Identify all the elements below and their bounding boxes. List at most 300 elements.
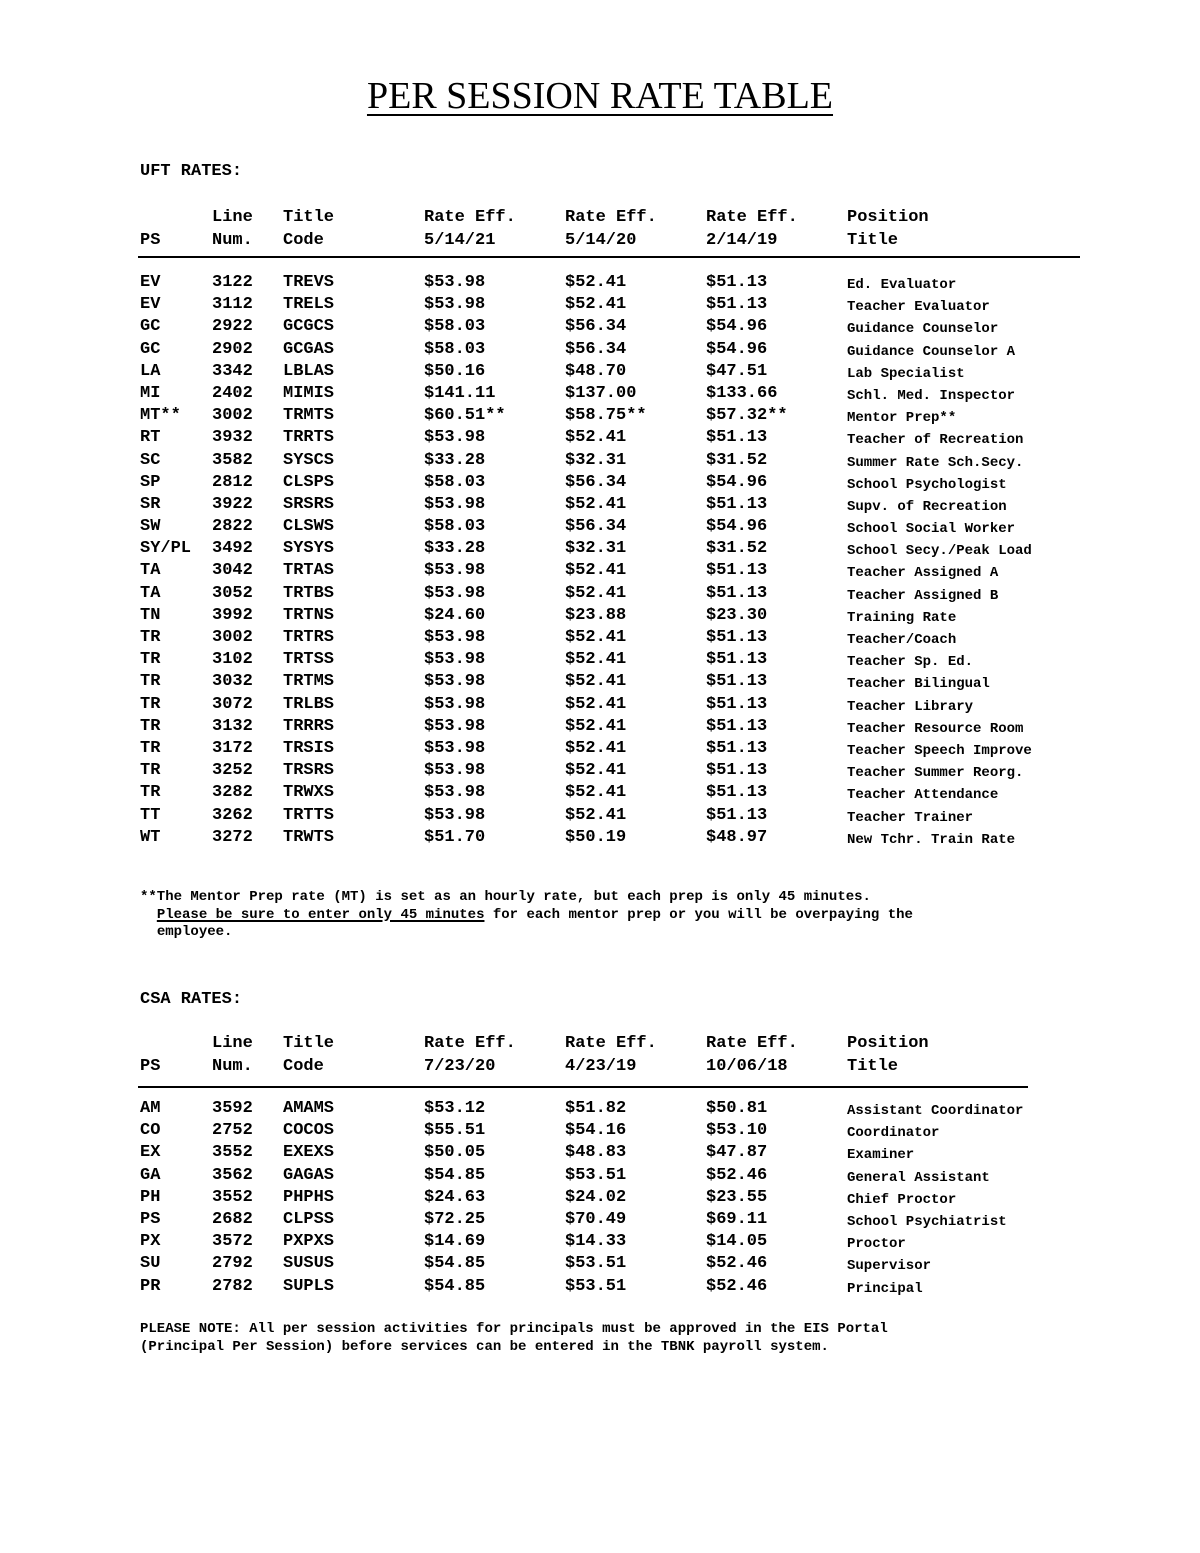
cell-title-code: TRTMS [283, 672, 335, 692]
cell-rate-3: $23.55 [706, 1187, 768, 1207]
cell-position-title: Teacher Summer Reorg. [847, 765, 1024, 782]
cell-ps: AM [140, 1099, 161, 1118]
cell-position-title: Teacher Assigned B [847, 587, 999, 604]
table-row [0, 782, 1200, 804]
header-position-title: Position Title [847, 1034, 929, 1076]
table-row [0, 383, 1200, 405]
table-row [0, 760, 1200, 782]
cell-rate-2: $70.49 [565, 1209, 627, 1229]
cell-title-code: SUPLS [283, 1276, 335, 1296]
cell-rate-2: $54.16 [565, 1121, 627, 1141]
cell-ps: TR [140, 650, 161, 670]
cell-rate-1: $53.98 [424, 716, 486, 736]
cell-position-title: Teacher Sp. Ed. [847, 654, 974, 671]
cell-rate-3: $51.13 [706, 716, 768, 736]
cell-rate-3: $53.10 [706, 1121, 768, 1141]
table-row [0, 450, 1200, 472]
cell-position-title: Coordinator [847, 1125, 940, 1142]
cell-line-num: 3922 [212, 494, 253, 514]
mentor-prep-note: **The Mentor Prep rate (MT) is set as an hourly rate, but each prep is only 45 minutes. Please be sure to enter only 45 minutes for each mentor prep or you will be overpaying the employee. [140, 889, 913, 940]
cell-ps: MI [140, 383, 161, 403]
table-row [0, 738, 1200, 760]
cell-title-code: TRSIS [283, 738, 335, 758]
table-row [0, 1165, 1200, 1187]
cell-line-num: 3252 [212, 761, 253, 781]
cell-rate-1: $53.98 [424, 583, 486, 603]
cell-line-num: 3172 [212, 738, 253, 758]
cell-rate-2: $32.31 [565, 539, 627, 559]
cell-title-code: EXEXS [283, 1143, 335, 1163]
cell-rate-3: $54.96 [706, 517, 768, 537]
cell-rate-1: $33.28 [424, 539, 486, 559]
cell-title-code: SUSUS [283, 1254, 335, 1274]
header-position-title: Position Title [847, 208, 929, 250]
cell-position-title: Ed. Evaluator [847, 277, 957, 293]
cell-line-num: 3492 [212, 539, 253, 559]
cell-position-title: Principal [847, 1280, 923, 1297]
table-row [0, 671, 1200, 693]
cell-rate-2: $56.34 [565, 472, 627, 492]
header-rate-3: Rate Eff. 2/14/19 [706, 208, 798, 250]
cell-rate-1: $53.98 [424, 672, 486, 692]
cell-rate-1: $53.98 [424, 738, 486, 758]
header-title-code: Title Code [283, 208, 335, 250]
cell-ps: TA [140, 583, 161, 603]
cell-position-title: Supv. of Recreation [847, 498, 1007, 515]
cell-rate-1: $24.63 [424, 1187, 486, 1207]
cell-rate-1: $24.60 [424, 605, 486, 625]
cell-rate-2: $56.34 [565, 339, 627, 359]
cell-rate-3: $51.13 [706, 672, 768, 692]
header-ps: PS [140, 231, 161, 250]
cell-rate-2: $56.34 [565, 517, 627, 537]
cell-ps: WT [140, 827, 161, 847]
cell-rate-1: $58.03 [424, 472, 486, 492]
cell-line-num: 3582 [212, 450, 253, 470]
cell-position-title: Lab Specialist [847, 365, 965, 382]
cell-position-title: School Psychologist [847, 476, 1007, 493]
cell-rate-3: $52.46 [706, 1276, 768, 1296]
cell-title-code: SYSCS [283, 450, 335, 470]
cell-rate-2: $52.41 [565, 273, 627, 292]
cell-ps: SY/PL [140, 539, 192, 559]
cell-ps: TA [140, 561, 161, 581]
cell-rate-3: $23.30 [706, 605, 768, 625]
cell-rate-2: $58.75** [565, 406, 647, 426]
cell-position-title: Teacher Trainer [847, 809, 974, 826]
cell-rate-2: $52.41 [565, 694, 627, 714]
cell-title-code: LBLAS [283, 361, 335, 381]
cell-ps: SC [140, 450, 161, 470]
cell-rate-2: $52.41 [565, 783, 627, 803]
table-row [0, 472, 1200, 494]
cell-rate-1: $54.85 [424, 1165, 486, 1185]
cell-title-code: CLSWS [283, 517, 335, 537]
cell-rate-2: $52.41 [565, 494, 627, 514]
cell-ps: PH [140, 1187, 161, 1207]
table-row [0, 1253, 1200, 1275]
uft-header-rule [138, 256, 1080, 258]
cell-rate-1: $53.98 [424, 650, 486, 670]
cell-rate-2: $52.41 [565, 716, 627, 736]
cell-line-num: 3992 [212, 605, 253, 625]
cell-line-num: 3592 [212, 1099, 253, 1118]
cell-title-code: GCGCS [283, 317, 335, 337]
cell-rate-3: $31.52 [706, 450, 768, 470]
cell-line-num: 3342 [212, 361, 253, 381]
cell-rate-1: $58.03 [424, 339, 486, 359]
cell-title-code: TRTAS [283, 561, 335, 581]
csa-section-label: CSA RATES: [140, 990, 243, 1009]
cell-title-code: AMAMS [283, 1099, 335, 1118]
cell-rate-1: $53.98 [424, 561, 486, 581]
cell-line-num: 3572 [212, 1232, 253, 1252]
cell-line-num: 3552 [212, 1143, 253, 1163]
cell-rate-3: $51.13 [706, 628, 768, 647]
cell-position-title: Teacher/Coach [847, 632, 957, 648]
header-line-num: Line Num. [212, 208, 253, 250]
cell-rate-3: $54.96 [706, 339, 768, 359]
cell-line-num: 3562 [212, 1165, 253, 1185]
cell-title-code: TRTBS [283, 583, 335, 603]
cell-position-title: Chief Proctor [847, 1191, 957, 1208]
cell-position-title: Schl. Med. Inspector [847, 387, 1016, 404]
cell-rate-3: $48.97 [706, 827, 768, 847]
cell-rate-3: $51.13 [706, 428, 768, 448]
table-row [0, 339, 1200, 361]
cell-rate-2: $52.41 [565, 738, 627, 758]
cell-title-code: COCOS [283, 1121, 335, 1141]
cell-rate-1: $55.51 [424, 1121, 486, 1141]
cell-rate-3: $133.66 [706, 383, 778, 403]
cell-ps: TR [140, 761, 161, 781]
cell-line-num: 3282 [212, 783, 253, 803]
cell-title-code: TRELS [283, 295, 335, 315]
table-row [0, 1120, 1200, 1142]
cell-rate-3: $51.13 [706, 561, 768, 581]
cell-position-title: Teacher of Recreation [847, 432, 1024, 449]
cell-rate-2: $23.88 [565, 605, 627, 625]
cell-title-code: SRSRS [283, 494, 335, 514]
cell-rate-1: $54.85 [424, 1276, 486, 1296]
cell-rate-3: $51.13 [706, 805, 768, 825]
cell-line-num: 3112 [212, 295, 253, 315]
cell-title-code: TRWTS [283, 827, 335, 847]
cell-position-title: Training Rate [847, 609, 957, 626]
cell-ps: TR [140, 672, 161, 692]
uft-section-label: UFT RATES: [140, 162, 243, 181]
cell-line-num: 3272 [212, 827, 253, 847]
cell-title-code: CLPSS [283, 1209, 335, 1229]
table-row [0, 1231, 1200, 1253]
cell-line-num: 3002 [212, 628, 253, 647]
cell-position-title: Teacher Speech Improve [847, 742, 1032, 759]
table-row [0, 560, 1200, 582]
cell-position-title: School Social Worker [847, 521, 1016, 538]
cell-position-title: Teacher Resource Room [847, 720, 1024, 737]
csa-header-rule [138, 1086, 1028, 1088]
table-row [0, 1098, 1200, 1120]
table-row [0, 805, 1200, 827]
cell-rate-3: $51.13 [706, 650, 768, 670]
cell-rate-2: $52.41 [565, 650, 627, 670]
cell-ps: GA [140, 1165, 161, 1185]
cell-ps: EX [140, 1143, 161, 1163]
cell-line-num: 2812 [212, 472, 253, 492]
cell-title-code: MIMIS [283, 383, 335, 403]
cell-rate-3: $52.46 [706, 1165, 768, 1185]
cell-rate-3: $31.52 [706, 539, 768, 559]
cell-line-num: 3002 [212, 406, 253, 426]
cell-rate-3: $51.13 [706, 783, 768, 803]
cell-rate-1: $54.85 [424, 1254, 486, 1274]
cell-rate-1: $53.98 [424, 428, 486, 448]
cell-title-code: TRTRS [283, 628, 335, 647]
cell-rate-1: $14.69 [424, 1232, 486, 1252]
header-rate-3: Rate Eff. 10/06/18 [706, 1034, 798, 1076]
cell-rate-1: $53.98 [424, 273, 486, 292]
cell-title-code: PHPHS [283, 1187, 335, 1207]
cell-title-code: TRTNS [283, 605, 335, 625]
cell-rate-2: $52.41 [565, 761, 627, 781]
cell-ps: SU [140, 1254, 161, 1274]
cell-ps: GC [140, 339, 161, 359]
cell-rate-1: $53.12 [424, 1099, 486, 1118]
cell-rate-3: $51.13 [706, 738, 768, 758]
table-row [0, 694, 1200, 716]
table-row [0, 1187, 1200, 1209]
cell-position-title: Teacher Bilingual [847, 676, 990, 693]
cell-rate-1: $53.98 [424, 694, 486, 714]
cell-line-num: 3032 [212, 672, 253, 692]
cell-title-code: CLSPS [283, 472, 335, 492]
table-row [0, 316, 1200, 338]
cell-rate-1: $53.98 [424, 805, 486, 825]
page-title: PER SESSION RATE TABLE [366, 75, 834, 117]
cell-ps: LA [140, 361, 161, 381]
cell-rate-3: $57.32** [706, 406, 788, 426]
cell-line-num: 3132 [212, 716, 253, 736]
csa-rate-rows [0, 1098, 1200, 1298]
cell-position-title: School Psychiatrist [847, 1213, 1007, 1230]
cell-line-num: 2752 [212, 1121, 253, 1141]
cell-line-num: 3072 [212, 694, 253, 714]
cell-line-num: 2902 [212, 339, 253, 359]
table-row [0, 1209, 1200, 1231]
cell-ps: RT [140, 428, 161, 448]
cell-position-title: Teacher Assigned A [847, 565, 999, 582]
table-row [0, 538, 1200, 560]
cell-ps: SP [140, 472, 161, 492]
cell-line-num: 3932 [212, 428, 253, 448]
cell-position-title: Supervisor [847, 1258, 932, 1275]
cell-rate-3: $51.13 [706, 273, 768, 292]
cell-rate-2: $48.83 [565, 1143, 627, 1163]
cell-title-code: GAGAS [283, 1165, 335, 1185]
cell-line-num: 3262 [212, 805, 253, 825]
table-row [0, 294, 1200, 316]
cell-title-code: TRMTS [283, 406, 335, 426]
cell-line-num: 2782 [212, 1276, 253, 1296]
cell-position-title: Guidance Counselor A [847, 343, 1016, 360]
cell-rate-2: $52.41 [565, 561, 627, 581]
cell-ps: TR [140, 738, 161, 758]
cell-rate-3: $54.96 [706, 317, 768, 337]
header-ps: PS [140, 1057, 161, 1076]
cell-ps: EV [140, 295, 161, 315]
cell-rate-2: $48.70 [565, 361, 627, 381]
cell-position-title: Teacher Library [847, 698, 974, 715]
cell-ps: TR [140, 694, 161, 714]
cell-rate-2: $52.41 [565, 295, 627, 315]
table-row [0, 1142, 1200, 1164]
cell-line-num: 2822 [212, 517, 253, 537]
table-row [0, 494, 1200, 516]
cell-title-code: TRTTS [283, 805, 335, 825]
cell-ps: EV [140, 273, 161, 292]
cell-title-code: TRLBS [283, 694, 335, 714]
cell-line-num: 2922 [212, 317, 253, 337]
cell-rate-3: $14.05 [706, 1232, 768, 1252]
cell-ps: TT [140, 805, 161, 825]
cell-line-num: 3102 [212, 650, 253, 670]
cell-rate-2: $52.41 [565, 672, 627, 692]
cell-position-title: Teacher Attendance [847, 787, 999, 804]
cell-position-title: Assistant Coordinator [847, 1103, 1024, 1119]
cell-rate-3: $51.13 [706, 694, 768, 714]
cell-rate-2: $52.41 [565, 805, 627, 825]
cell-rate-3: $69.11 [706, 1209, 768, 1229]
cell-rate-1: $53.98 [424, 494, 486, 514]
cell-rate-1: $53.98 [424, 628, 486, 647]
cell-rate-2: $53.51 [565, 1165, 627, 1185]
cell-rate-2: $52.41 [565, 428, 627, 448]
cell-rate-1: $53.98 [424, 783, 486, 803]
cell-rate-2: $137.00 [565, 383, 637, 403]
cell-position-title: Mentor Prep** [847, 410, 957, 427]
cell-rate-3: $51.13 [706, 295, 768, 315]
cell-ps: CO [140, 1121, 161, 1141]
cell-rate-2: $53.51 [565, 1254, 627, 1274]
cell-title-code: PXPXS [283, 1232, 335, 1252]
cell-ps: SW [140, 517, 161, 537]
cell-rate-1: $72.25 [424, 1209, 486, 1229]
principal-approval-note: PLEASE NOTE: All per session activities for principals must be approved in the EIS Portal (Principal Per Session) before services can be entered in the TBNK payroll system. [140, 1321, 888, 1355]
cell-ps: TN [140, 605, 161, 625]
header-rate-1: Rate Eff. 5/14/21 [424, 208, 516, 250]
cell-title-code: SYSYS [283, 539, 335, 559]
cell-position-title: Guidance Counselor [847, 321, 999, 338]
cell-rate-1: $53.98 [424, 761, 486, 781]
cell-title-code: TRWXS [283, 783, 335, 803]
cell-rate-1: $33.28 [424, 450, 486, 470]
table-row [0, 827, 1200, 849]
cell-ps: SR [140, 494, 161, 514]
cell-title-code: TRSRS [283, 761, 335, 781]
cell-ps: MT** [140, 406, 181, 426]
cell-title-code: TRTSS [283, 650, 335, 670]
cell-position-title: Examiner [847, 1147, 915, 1164]
table-row [0, 405, 1200, 427]
header-rate-2: Rate Eff. 5/14/20 [565, 208, 657, 250]
cell-title-code: TRRTS [283, 428, 335, 448]
cell-rate-1: $60.51** [424, 406, 506, 426]
table-row [0, 605, 1200, 627]
cell-position-title: Summer Rate Sch.Secy. [847, 454, 1024, 471]
header-title-code: Title Code [283, 1034, 335, 1076]
cell-title-code: TRRRS [283, 716, 335, 736]
cell-rate-3: $51.13 [706, 583, 768, 603]
cell-position-title: Proctor [847, 1236, 906, 1253]
table-row [0, 1276, 1200, 1298]
cell-rate-3: $47.51 [706, 361, 768, 381]
cell-position-title: General Assistant [847, 1169, 990, 1186]
cell-line-num: 2792 [212, 1254, 253, 1274]
cell-title-code: GCGAS [283, 339, 335, 359]
table-row [0, 427, 1200, 449]
cell-rate-3: $47.87 [706, 1143, 768, 1163]
cell-ps: PR [140, 1276, 161, 1296]
cell-rate-1: $50.05 [424, 1143, 486, 1163]
cell-rate-2: $51.82 [565, 1099, 627, 1118]
cell-ps: PX [140, 1232, 161, 1252]
table-row [0, 627, 1200, 649]
cell-line-num: 3122 [212, 273, 253, 292]
cell-line-num: 3042 [212, 561, 253, 581]
header-rate-1: Rate Eff. 7/23/20 [424, 1034, 516, 1076]
cell-rate-2: $14.33 [565, 1232, 627, 1252]
table-row [0, 649, 1200, 671]
cell-rate-1: $141.11 [424, 383, 496, 403]
cell-ps: PS [140, 1209, 161, 1229]
cell-rate-2: $50.19 [565, 827, 627, 847]
cell-rate-2: $24.02 [565, 1187, 627, 1207]
cell-position-title: Teacher Evaluator [847, 299, 990, 316]
table-row [0, 272, 1200, 294]
table-row [0, 716, 1200, 738]
cell-line-num: 3052 [212, 583, 253, 603]
cell-line-num: 2682 [212, 1209, 253, 1229]
table-row [0, 516, 1200, 538]
cell-rate-2: $56.34 [565, 317, 627, 337]
cell-rate-1: $50.16 [424, 361, 486, 381]
cell-position-title: New Tchr. Train Rate [847, 831, 1016, 848]
cell-ps: GC [140, 317, 161, 337]
table-row [0, 361, 1200, 383]
cell-ps: TR [140, 783, 161, 803]
cell-rate-2: $52.41 [565, 583, 627, 603]
cell-rate-3: $50.81 [706, 1099, 768, 1118]
cell-ps: TR [140, 628, 161, 647]
cell-rate-1: $58.03 [424, 317, 486, 337]
cell-rate-2: $53.51 [565, 1276, 627, 1296]
cell-rate-1: $51.70 [424, 827, 486, 847]
header-line-num: Line Num. [212, 1034, 253, 1076]
cell-rate-3: $51.13 [706, 494, 768, 514]
cell-position-title: School Secy./Peak Load [847, 543, 1032, 560]
cell-rate-1: $53.98 [424, 295, 486, 315]
table-row [0, 583, 1200, 605]
cell-rate-3: $51.13 [706, 761, 768, 781]
header-rate-2: Rate Eff. 4/23/19 [565, 1034, 657, 1076]
cell-line-num: 3552 [212, 1187, 253, 1207]
uft-rate-rows [0, 272, 1200, 849]
cell-rate-1: $58.03 [424, 517, 486, 537]
cell-rate-3: $54.96 [706, 472, 768, 492]
cell-rate-3: $52.46 [706, 1254, 768, 1274]
cell-rate-2: $32.31 [565, 450, 627, 470]
cell-ps: TR [140, 716, 161, 736]
